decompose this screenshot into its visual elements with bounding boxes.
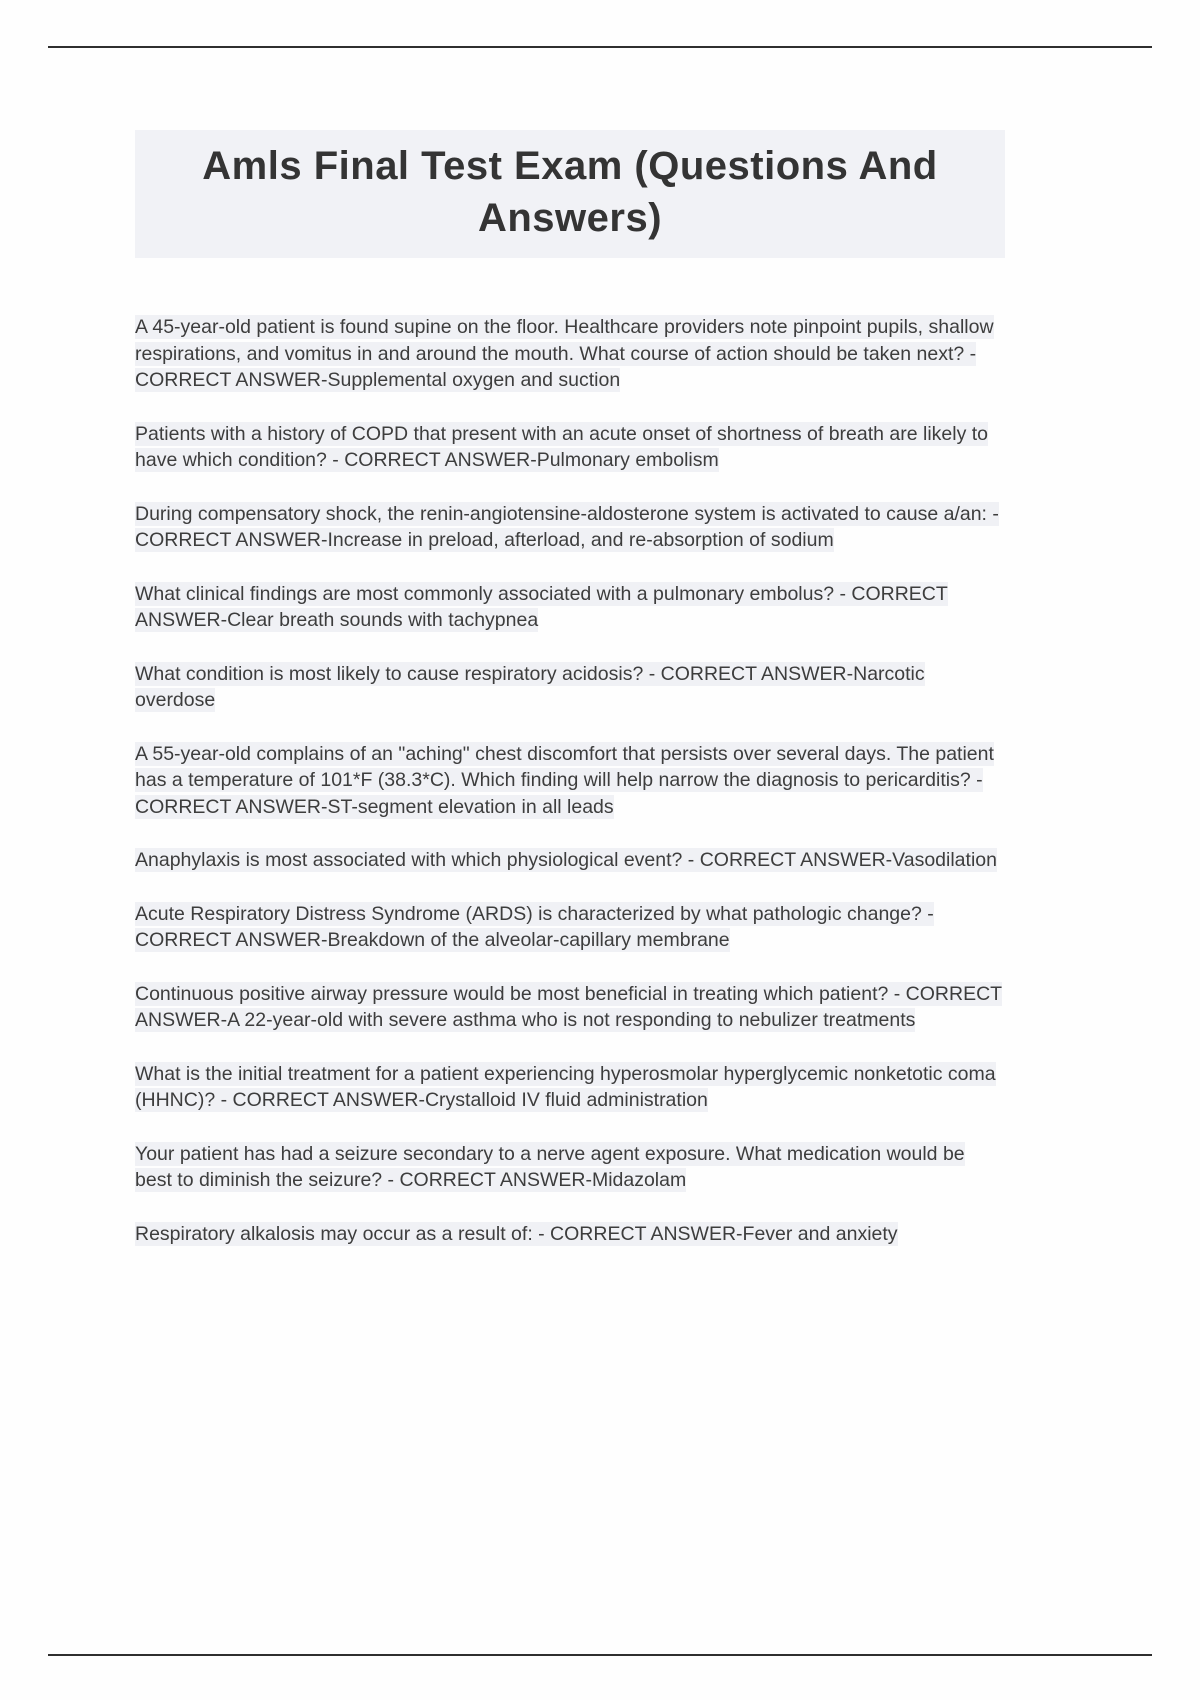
qa-text: During compensatory shock, the renin-angiotensine-aldosterone system is activated to cause a/an: - CORRECT ANSWER-Increase in preload, afterload, and re-absorption of sodium [135,502,999,551]
qa-paragraph [135,1221,1005,1248]
qa-paragraph [135,1061,1005,1114]
qa-paragraph [135,661,1005,714]
qa-paragraph [135,901,1005,954]
qa-paragraph [135,741,1005,821]
qa-text: A 45-year-old patient is found supine on the floor. Healthcare providers note pinpoint pupils, shallow respirations, and vomitus in and around the mouth. What course of action should be taken next? - CORRECT ANSWER-Supplemental oxygen and suction [135,316,994,391]
qa-paragraph [135,847,1005,874]
qa-text: Your patient has had a seizure secondary to a nerve agent exposure. What medication would be best to diminish the seizure? - CORRECT ANSWER-Midazolam [135,1142,965,1191]
page-title [135,130,1005,258]
document-content [135,130,1005,1274]
qa-paragraph [135,501,1005,554]
qa-text: What clinical findings are most commonly associated with a pulmonary embolus? - CORRECT ANSWER-Clear breath sounds with tachypnea [135,582,948,631]
page-title-text: Amls Final Test Exam (Questions And Answers) [202,144,938,240]
qa-text: What condition is most likely to cause respiratory acidosis? - CORRECT ANSWER-Narcotic overdose [135,662,925,711]
qa-paragraph [135,581,1005,634]
qa-text: What is the initial treatment for a patient experiencing hyperosmolar hyperglycemic nonketotic coma (HHNC)? - CORRECT ANSWER-Crystalloid IV fluid administration [135,1062,996,1111]
qa-text: A 55-year-old complains of an "aching" chest discomfort that persists over several days. The patient has a temperature of 101*F (38.3*C). Which finding will help narrow the diagnosis to pericarditis? - CORRECT ANSWER-ST-segment elevation in all leads [135,742,994,818]
qa-text: Respiratory alkalosis may occur as a result of: - CORRECT ANSWER-Fever and anxiety [135,1222,898,1245]
qa-paragraph [135,981,1005,1034]
qa-paragraph [135,314,1005,394]
qa-text: Acute Respiratory Distress Syndrome (ARDS) is characterized by what pathologic change? - CORRECT ANSWER-Breakdown of the alveolar-capillary membrane [135,902,934,951]
qa-paragraph [135,421,1005,474]
qa-text: Patients with a history of COPD that present with an acute onset of shortness of breath are likely to have which condition? - CORRECT ANSWER-Pulmonary embolism [135,422,989,471]
bottom-border-rule [48,1654,1152,1656]
qa-text: Continuous positive airway pressure would be most beneficial in treating which patient? - CORRECT ANSWER-A 22-year-old with severe asthma who is not responding to nebulizer treatments [135,982,1003,1031]
top-border-rule [48,46,1152,48]
qa-text: Anaphylaxis is most associated with which physiological event? - CORRECT ANSWER-Vasodilation [135,849,997,871]
qa-paragraph [135,1141,1005,1194]
